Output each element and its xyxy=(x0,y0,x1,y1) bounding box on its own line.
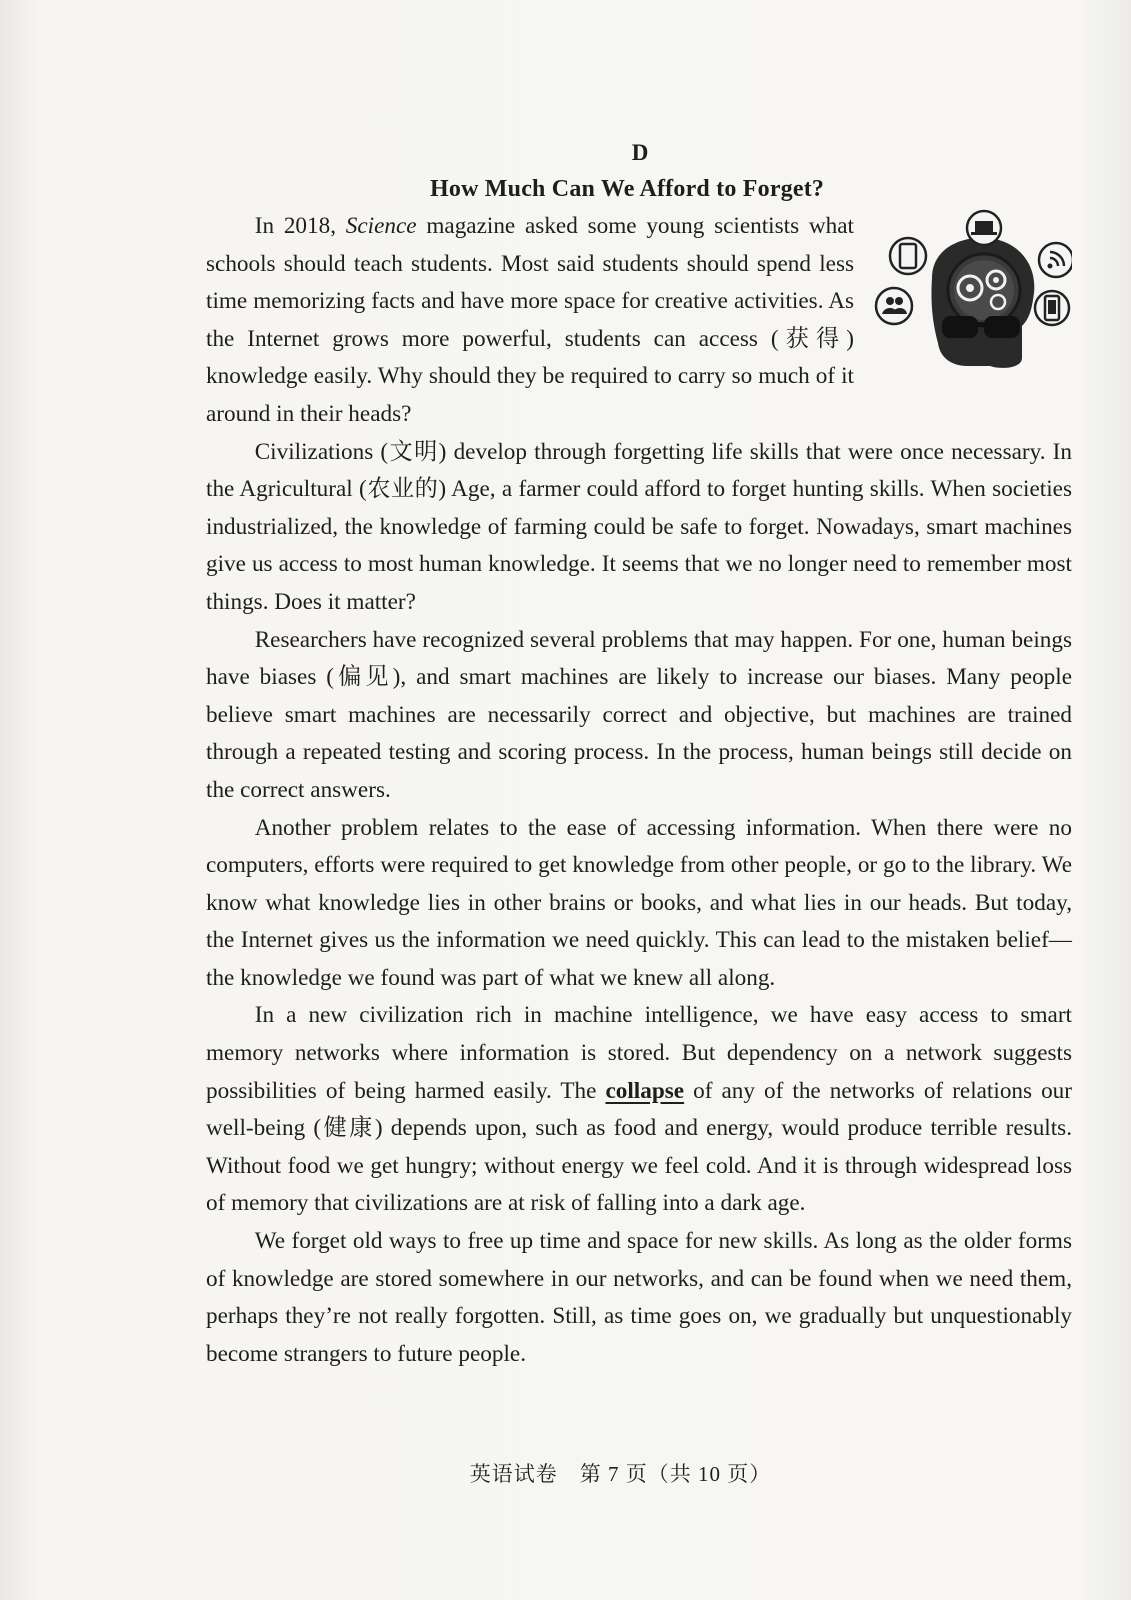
paragraph-1-text-b: magazine asked some young scientists what schools should teach students. Most said students should spend less time memorizing facts and have more space for creative activities. As the Internet grows more powerful, students can access (获得) knowledge easily. Why should they be required to carry so much of it around in their heads? xyxy=(206,213,854,427)
paragraph-5-text-b: of any of the networks of relations our well-being (健康) depends upon, such as food and energy, would produce terrible results. Without food we get hungry; without energy we feel cold. And it is through widespread loss of memory that civilizations are at risk of falling into a dark age. xyxy=(206,1077,1072,1217)
paragraph-5-text-a: In a new civilization rich in machine intelligence, we have easy access to smart memory networks where information is stored. But dependency on a network suggests possibilities of being harmed easily. The xyxy=(206,1002,1072,1104)
section-letter: D xyxy=(631,140,649,165)
paragraph-3: Researchers have recognized several problems that may happen. For one, human beings have biases (偏见), and smart machines are likely to increase our biases. Many people believe smart machines are necessarily correct and objective, but machines are trained through a repeated testing and scoring process. In the process, human beings still decide on the correct answers. xyxy=(206,626,1072,803)
article-title: How Much Can We Afford to Forget? xyxy=(430,176,825,202)
paragraph-1-text-a: In 2018, xyxy=(254,213,346,239)
page-footer: 英语试卷 第 7 页（共 10 页） xyxy=(469,1462,772,1486)
magazine-name: Science xyxy=(345,213,417,239)
paragraph-2: Civilizations (文明) develop through forgetting life skills that were once necessary. In the Agricultural (农业的) Age, a farmer could afford to forget hunting skills. When societies industrialized, the knowledge of farming could be safe to forget. Nowadays, smart machines give us access to most human knowledge. It seems that we no longer need to remember most things. Does it matter? xyxy=(206,438,1072,615)
article-body xyxy=(206,208,1072,1373)
head-with-gears-and-devices-icon xyxy=(872,208,1072,418)
paragraph-6: We forget old ways to free up time and space for new skills. As long as the older forms of knowledge are stored somewhere in our networks, and can be found when we need them, perhaps they’re not really forgotten. Still, as time goes on, we gradually but unquestionably become strangers to future people. xyxy=(206,1228,1072,1367)
underlined-keyword: collapse xyxy=(605,1077,685,1104)
paragraph-5 xyxy=(206,997,1072,1223)
paragraph-4: Another problem relates to the ease of accessing information. When there were no computers, efforts were required to get knowledge from other people, or go to the library. We know what knowledge lies in other brains or books, and what lies in our heads. But today, the Internet gives us the information we need quickly. This can lead to the mistaken belief—the knowledge we found was part of what we knew all along. xyxy=(206,814,1072,991)
